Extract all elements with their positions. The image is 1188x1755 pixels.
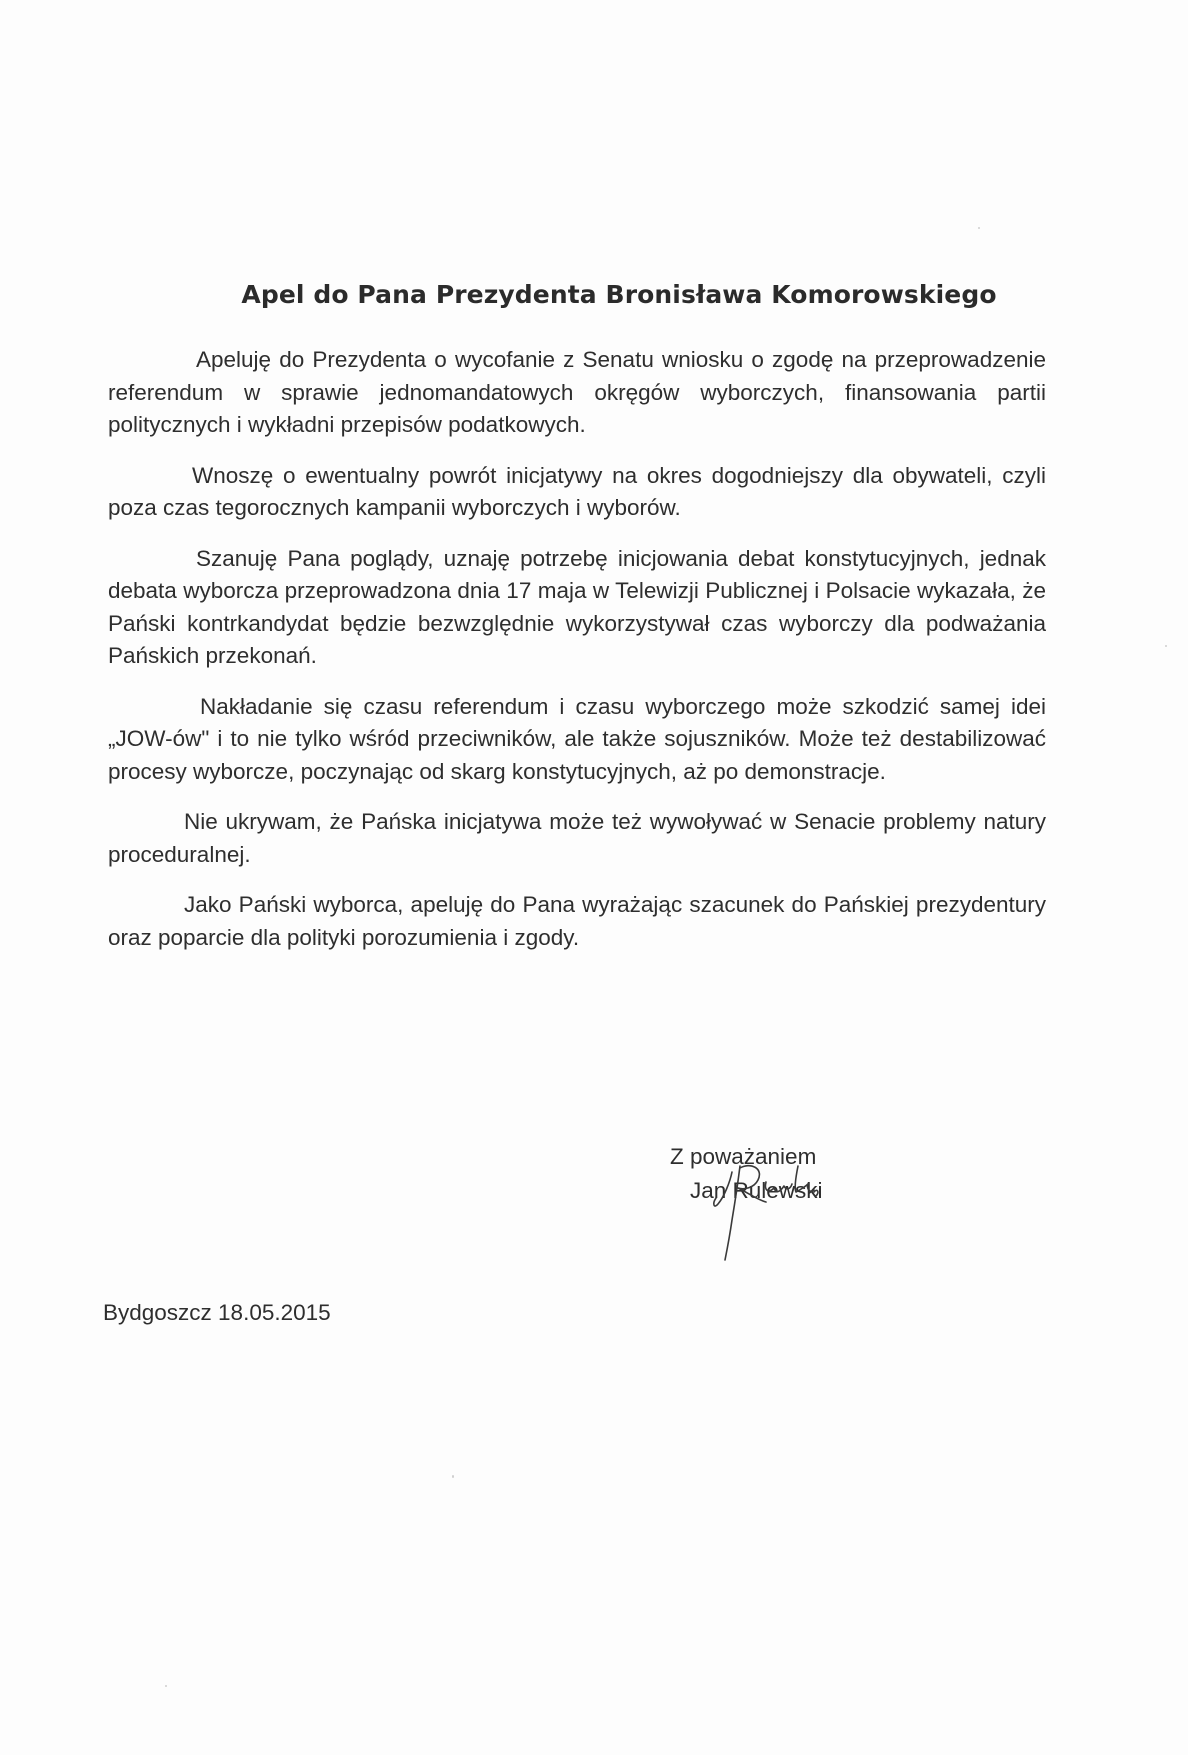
scan-speck	[1165, 645, 1167, 647]
letter-body	[108, 344, 1046, 972]
paragraph-2: Wnoszę o ewentualny powrót inicjatywy na okres dogodniejszy dla obywateli, czyli poza czas tegorocznych kampanii wyborczych i wyborów.	[108, 462, 1046, 520]
scan-speck	[452, 1475, 454, 1478]
place-and-date: Bydgoszcz 18.05.2015	[103, 1300, 331, 1325]
paragraph-4: Nakładanie się czasu referendum i czasu wyborczego może szkodzić samej idei „JOW-ów" i to nie tylko wśród przeciwników, ale także sojuszników. Może też destabilizować procesy wyborcze, poczynając od skarg konstytucyjnych, aż po demonstracje.	[108, 693, 1046, 784]
closing-salutation: Z poważaniem	[670, 1144, 817, 1169]
paragraph-5: Nie ukrywam, że Pańska inicjatywa może też wywoływać w Senacie problemy natury proceduralnej.	[108, 809, 1046, 867]
paragraph-6: Jako Pański wyborca, apeluję do Pana wyrażając szacunek do Pańskiej prezydentury oraz poparcie dla polityki porozumienia i zgody.	[108, 892, 1046, 950]
letter-title: Apel do Pana Prezydenta Bronisława Komorowskiego	[241, 280, 997, 309]
scan-speck	[978, 227, 980, 229]
author-name: Jan Rulewski	[690, 1178, 823, 1203]
paragraph-1: Apeluję do Prezydenta o wycofanie z Senatu wniosku o zgodę na przeprowadzenie referendum w sprawie jednomandatowych okręgów wyborczych, finansowania partii politycznych i wykładni przepisów podatkowych.	[108, 347, 1046, 437]
paragraph-3: Szanuję Pana poglądy, uznaję potrzebę inicjowania debat konstytucyjnych, jednak debata wyborcza przeprowadzona dnia 17 maja w Telewizji Publicznej i Polsacie wykazała, że Pański kontrkandydat będzie bezwzględnie wykorzystywał czas wyborczy dla podważania Pańskich przekonań.	[108, 545, 1046, 668]
scan-speck	[165, 1685, 167, 1687]
handwritten-signature	[680, 1142, 860, 1262]
